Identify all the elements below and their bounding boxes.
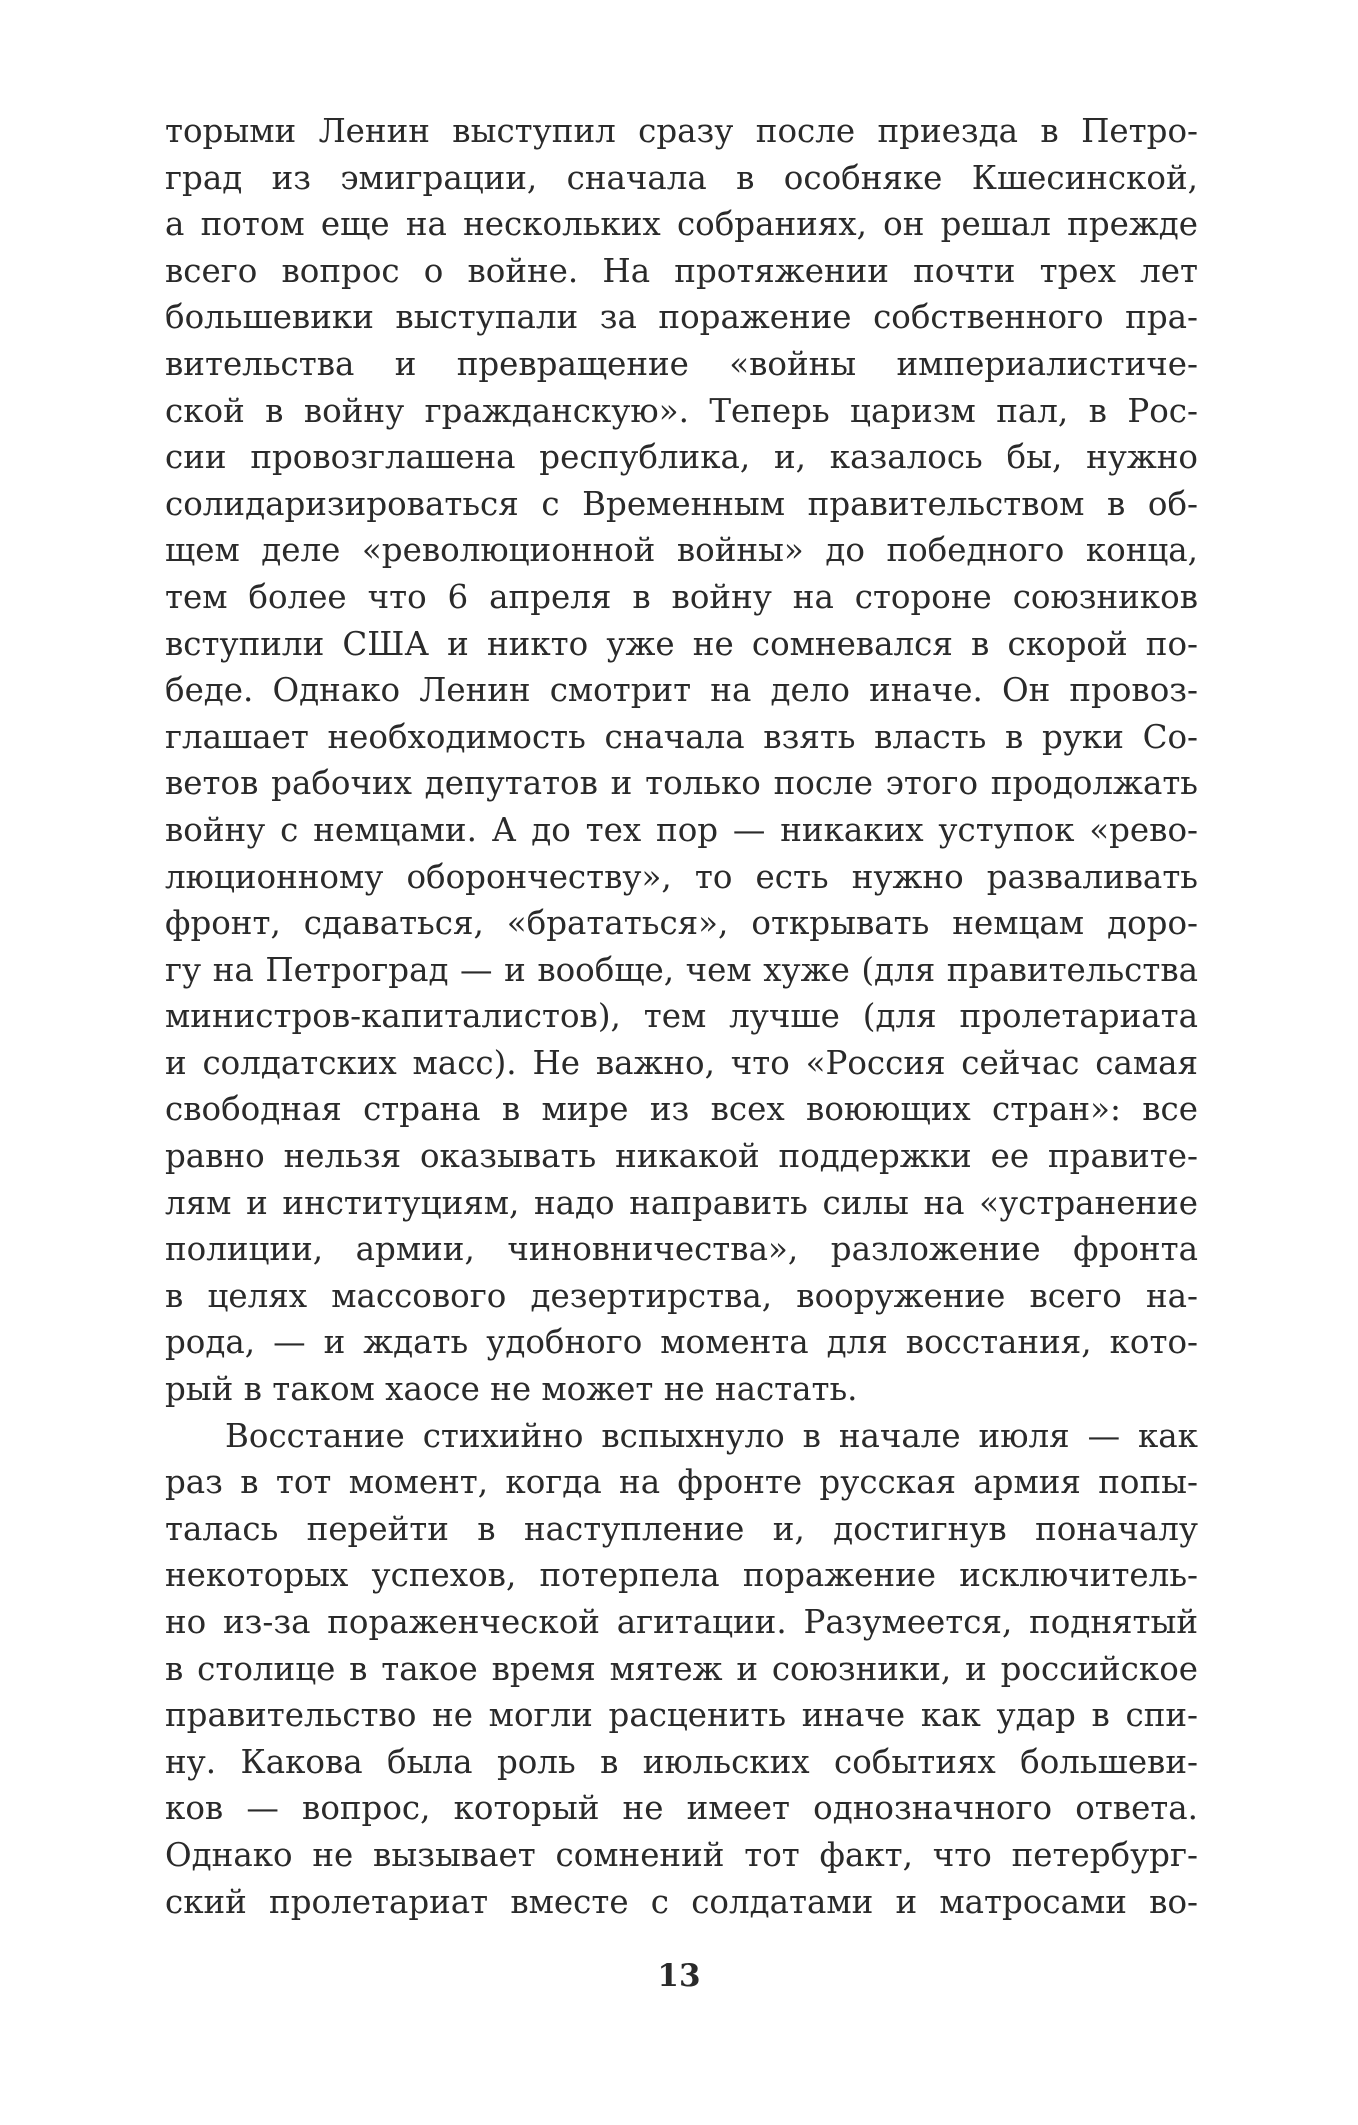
text-line: правительство не могли расценить иначе как удар в спи- — [165, 1696, 1198, 1735]
text-line: Восстание стихийно вспыхнуло в начале июля — как — [225, 1416, 1198, 1455]
text-line: войну с немцами. А до тех пор — никаких уступок «рево- — [165, 810, 1198, 849]
text-line: град из эмиграции, сначала в особняке Кшесинской, — [165, 158, 1198, 197]
text-line: министров-капиталистов), тем лучше (для пролетариата — [165, 997, 1198, 1036]
text-line: ский пролетариат вместе с солдатами и матросами во- — [165, 1882, 1198, 1921]
paragraph-1 — [165, 108, 1198, 1413]
paragraph-2 — [165, 1413, 1198, 1926]
text-line: в столице в такое время мятеж и союзники, и российское — [165, 1649, 1198, 1688]
body-text — [165, 108, 1198, 1925]
text-line: некоторых успехов, потерпела поражение исключитель- — [165, 1556, 1198, 1595]
text-line: лям и институциям, надо направить силы на «устранение — [165, 1183, 1198, 1222]
text-line: рода, — и ждать удобного момента для восстания, кото- — [165, 1323, 1198, 1362]
text-line: талась перейти в наступление и, достигнув поначалу — [165, 1509, 1198, 1548]
text-line: полиции, армии, чиновничества», разложение фронта — [165, 1230, 1198, 1269]
text-line: тем более что 6 апреля в войну на стороне союзников — [165, 577, 1198, 616]
text-line: глашает необходимость сначала взять власть в руки Со- — [165, 717, 1198, 756]
text-line: в целях массового дезертирства, вооружение всего на- — [165, 1276, 1198, 1315]
text-line: равно нельзя оказывать никакой поддержки ее правите- — [165, 1137, 1198, 1176]
text-line: фронт, сдаваться, «брататься», открывать немцам доро- — [165, 904, 1198, 943]
text-line: всего вопрос о войне. На протяжении почти трех лет — [165, 251, 1198, 290]
text-line: вительства и превращение «войны империалистиче- — [165, 344, 1198, 383]
page-number: 13 — [657, 1958, 701, 1994]
text-line: большевики выступали за поражение собственного пра- — [165, 298, 1198, 337]
text-line: ну. Какова была роль в июльских событиях большеви- — [165, 1742, 1198, 1781]
text-line: и солдатских масс). Не важно, что «Россия сейчас самая — [165, 1043, 1198, 1082]
text-line: вступили США и никто уже не сомневался в скорой по- — [165, 624, 1198, 663]
text-line: щем деле «революционной войны» до победного конца, — [165, 531, 1198, 570]
text-line: люционному оборончеству», то есть нужно разваливать — [165, 857, 1198, 896]
text-line: рый в таком хаосе не может не настать. — [165, 1370, 858, 1409]
text-line: гу на Петроград — и вообще, чем хуже (для правительства — [165, 950, 1198, 989]
text-line: раз в тот момент, когда на фронте русская армия попы- — [165, 1463, 1198, 1502]
text-line: сии провозглашена республика, и, казалось бы, нужно — [165, 438, 1198, 477]
text-line: а потом еще на нескольких собраниях, он решал прежде — [165, 205, 1198, 244]
text-line: но из-за пораженческой агитации. Разумеется, поднятый — [165, 1603, 1198, 1641]
text-line: Однако не вызывает сомнений тот факт, что петербург- — [165, 1835, 1198, 1874]
text-line: солидаризироваться с Временным правительством в об- — [165, 484, 1198, 523]
text-line: беде. Однако Ленин смотрит на дело иначе. Он провоз- — [165, 671, 1198, 710]
text-line: свободная страна в мире из всех воюющих стран»: все — [165, 1090, 1198, 1129]
text-line: ков — вопрос, который не имеет однозначного ответа. — [165, 1789, 1198, 1828]
text-line: ветов рабочих депутатов и только после этого продолжать — [165, 764, 1198, 803]
text-line: торыми Ленин выступил сразу после приезда в Петро- — [165, 112, 1198, 150]
text-line: ской в войну гражданскую». Теперь царизм пал, в Рос- — [165, 391, 1198, 430]
